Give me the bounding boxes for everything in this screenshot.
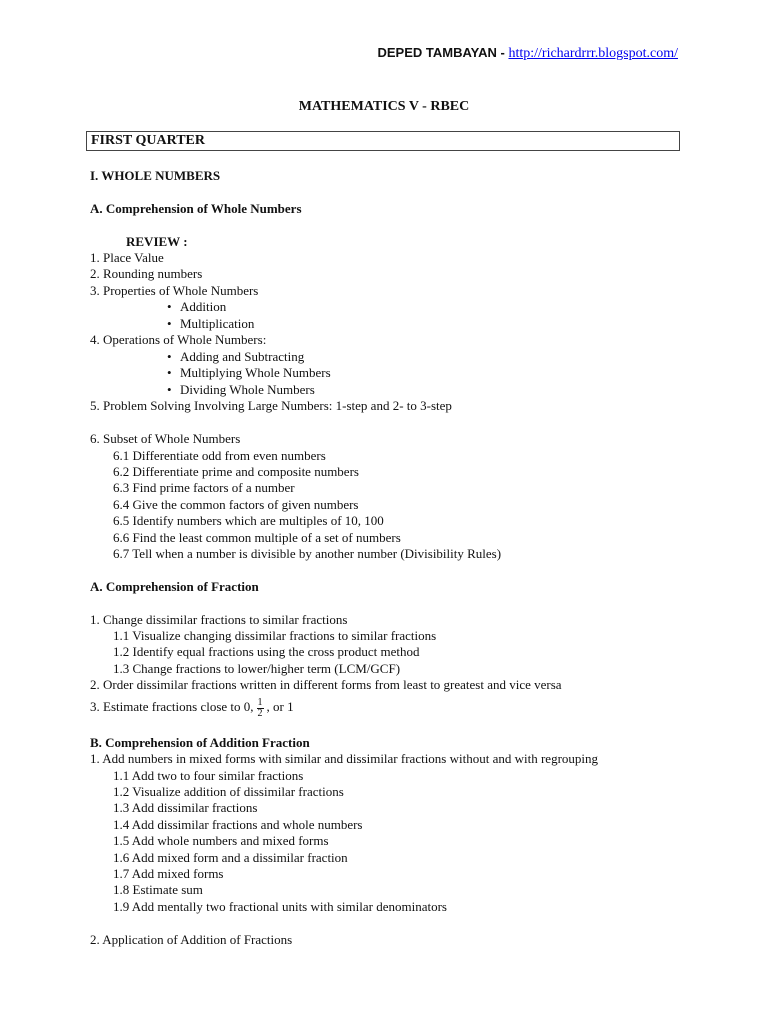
- header-brand: DEPED TAMBAYAN -: [377, 45, 509, 60]
- list-item: 6. Subset of Whole Numbers: [90, 431, 241, 446]
- subsection-heading-comprehension-addition: B. Comprehension of Addition Fraction: [90, 735, 310, 750]
- sub-list-item: 1.4 Add dissimilar fractions and whole numbers: [113, 817, 363, 832]
- sub-list-item: 1.1 Visualize changing dissimilar fractions to similar fractions: [113, 628, 437, 643]
- fraction-denominator: 2: [257, 707, 263, 719]
- bullet-item: • Multiplying Whole Numbers: [180, 365, 331, 381]
- bullet-item: • Addition: [180, 299, 226, 315]
- subsection-heading-comprehension-whole: A. Comprehension of Whole Numbers: [90, 201, 302, 216]
- list-item: 1. Change dissimilar fractions to similar fractions: [90, 612, 348, 627]
- sub-list-item: 6.1 Differentiate odd from even numbers: [113, 448, 326, 463]
- sub-list-item: 6.6 Find the least common multiple of a set of numbers: [113, 530, 401, 545]
- bullet-item: • Dividing Whole Numbers: [180, 382, 315, 398]
- sub-list-item: 1.3 Add dissimilar fractions: [113, 800, 258, 815]
- sub-list-item: 6.3 Find prime factors of a number: [113, 480, 295, 495]
- list-item: 1. Place Value: [90, 250, 164, 265]
- sub-list-item: 1.9 Add mentally two fractional units with similar denominators: [113, 899, 447, 914]
- sub-list-item: 1.6 Add mixed form and a dissimilar fraction: [113, 850, 348, 865]
- estimate-text-prefix: 3. Estimate fractions close to 0,: [90, 699, 254, 714]
- document-title: MATHEMATICS V - RBEC: [298, 99, 470, 114]
- sub-list-item: 1.2 Identify equal fractions using the cross product method: [113, 644, 420, 659]
- sub-list-item: 1.7 Add mixed forms: [113, 866, 224, 881]
- sub-list-item: 6.7 Tell when a number is divisible by another number (Divisibility Rules): [113, 546, 502, 561]
- sub-list-item: 6.5 Identify numbers which are multiples of 10, 100: [113, 513, 384, 528]
- fraction-one-half: [257, 698, 264, 719]
- list-item: 5. Problem Solving Involving Large Numbers: 1-step and 2- to 3-step: [90, 398, 452, 413]
- sub-list-item: 6.4 Give the common factors of given numbers: [113, 497, 359, 512]
- list-item: 4. Operations of Whole Numbers:: [90, 332, 267, 347]
- list-item: 3. Properties of Whole Numbers: [90, 283, 259, 298]
- sub-list-item: 1.3 Change fractions to lower/higher term (LCM/GCF): [113, 661, 401, 676]
- list-item: 2. Rounding numbers: [90, 266, 203, 281]
- sub-list-item: 1.5 Add whole numbers and mixed forms: [113, 833, 329, 848]
- bullet-item: • Adding and Subtracting: [180, 349, 304, 365]
- sub-list-item: 6.2 Differentiate prime and composite numbers: [113, 464, 359, 479]
- list-item: 2. Application of Addition of Fractions: [90, 932, 293, 947]
- estimate-text-suffix: , or 1: [266, 699, 294, 714]
- sub-list-item: 1.1 Add two to four similar fractions: [113, 768, 304, 783]
- sub-list-item: 1.8 Estimate sum: [113, 882, 203, 897]
- review-heading: REVIEW :: [126, 234, 188, 249]
- page-header: [377, 45, 678, 62]
- header-blog-link[interactable]: http://richardrrr.blogspot.com/: [508, 46, 678, 61]
- list-item-estimate-fractions: [90, 697, 294, 719]
- list-item: 1. Add numbers in mixed forms with similar and dissimilar fractions without and with regrouping: [90, 751, 599, 766]
- quarter-heading: FIRST QUARTER: [86, 131, 680, 151]
- fraction-numerator: 1: [257, 696, 263, 708]
- subsection-heading-comprehension-fraction: A. Comprehension of Fraction: [90, 579, 259, 594]
- list-item: 2. Order dissimilar fractions written in different forms from least to greatest and vice versa: [90, 677, 562, 692]
- bullet-item: • Multiplication: [180, 316, 254, 332]
- section-heading-whole-numbers: I. WHOLE NUMBERS: [90, 168, 221, 183]
- sub-list-item: 1.2 Visualize addition of dissimilar fractions: [113, 784, 344, 799]
